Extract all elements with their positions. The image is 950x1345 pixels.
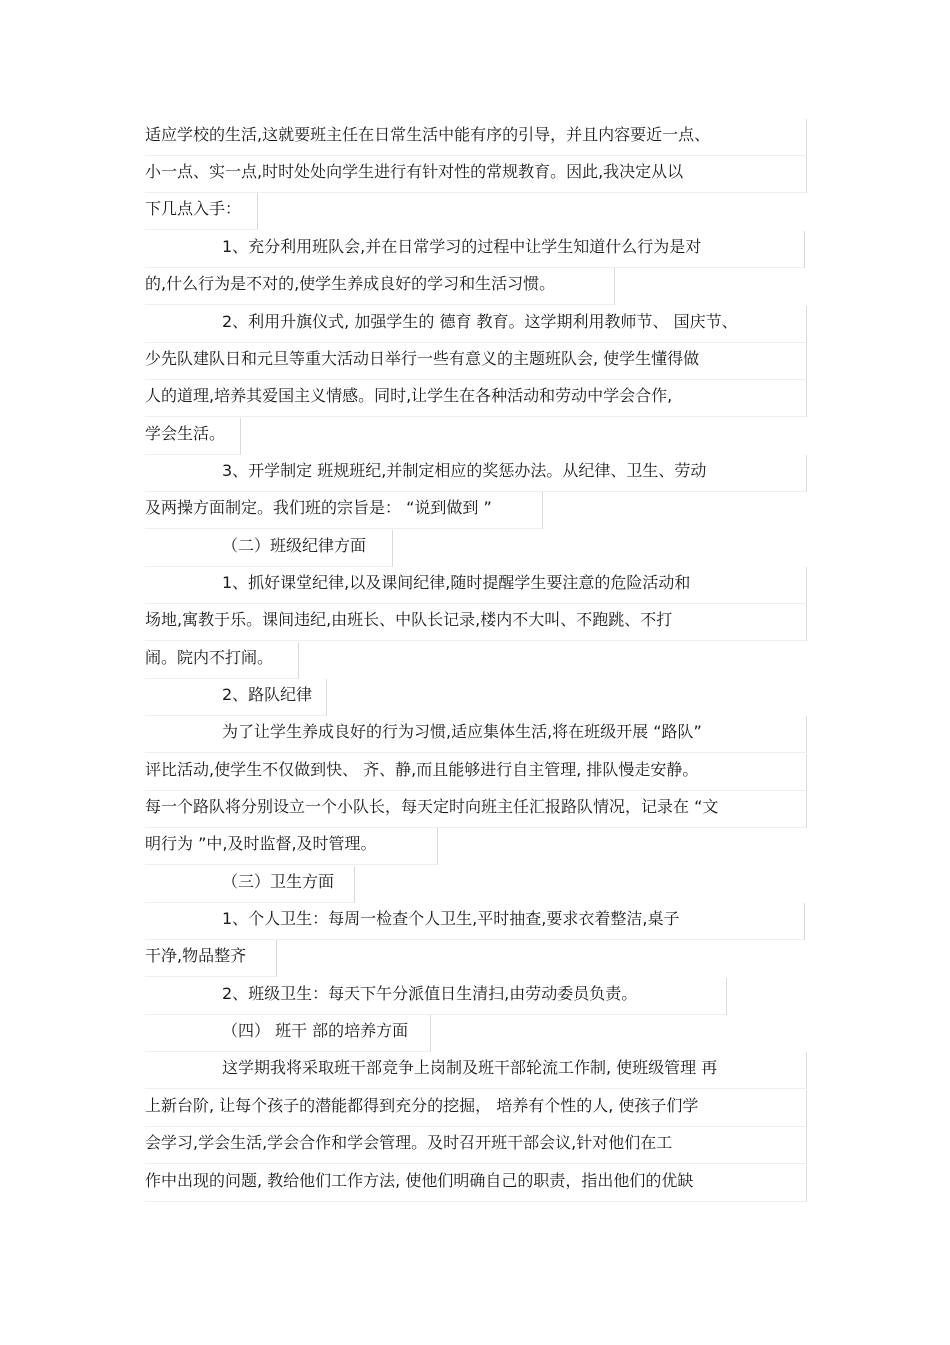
section-heading <box>145 866 355 903</box>
text-line <box>145 343 807 380</box>
text-line <box>145 455 807 492</box>
text-line-content: 闹。院内不打闹。 <box>145 648 274 667</box>
text-line-content: 2、路队纪律 <box>222 685 313 704</box>
section-heading <box>145 1015 431 1052</box>
text-line <box>145 716 807 753</box>
text-line <box>145 828 438 865</box>
text-line-content: 学会生活。 <box>145 424 226 443</box>
text-line-content: 适应学校的生活,这就要班主任在日常生活中能有序的引导，并且内容要近一点、 <box>145 125 711 144</box>
text-line-content: 干净,物品整齐 <box>145 946 247 965</box>
text-line <box>145 306 807 343</box>
text-line <box>145 193 258 230</box>
text-line-content: 作中出现的问题, 教给他们工作方法, 使他们明确自己的职责，指出他们的优缺 <box>145 1171 694 1190</box>
text-line <box>145 642 299 679</box>
text-line-content: 下几点入手： <box>145 199 242 218</box>
text-line <box>145 791 807 828</box>
text-line-content: 评比活动,使学生不仅做到快、 齐、静,而且能够进行自主管理, 排队慢走安静。 <box>145 760 699 779</box>
text-line-content: 及两操方面制定。我们班的宗旨是： “说到做到 ” <box>145 498 492 517</box>
text-line <box>145 978 727 1015</box>
text-line <box>145 1165 807 1202</box>
text-line-content: 的,什么行为是不对的,使学生养成良好的学习和生活习惯。 <box>145 274 556 293</box>
text-line <box>145 1090 807 1127</box>
text-line <box>145 940 277 977</box>
text-line-content: 为了让学生养成良好的行为习惯,适应集体生活,将在班级开展 “路队” <box>222 722 702 741</box>
text-line <box>145 1127 807 1164</box>
text-line-content: 2、班级卫生：每天下午分派值日生清扫,由劳动委员负责。 <box>222 984 638 1003</box>
text-line-content: 1、抓好课堂纪律,以及课间纪律,随时提醒学生要注意的危险活动和 <box>222 573 691 592</box>
text-line <box>145 156 807 193</box>
text-line <box>145 567 807 604</box>
text-line-content: 场地,寓教于乐。课间违纪,由班长、中队长记录,楼内不大叫、不跑跳、不打 <box>145 610 673 629</box>
text-line <box>145 268 615 305</box>
text-line <box>145 380 807 417</box>
text-line-content: 2、利用升旗仪式, 加强学生的 德育 教育。这学期利用教师节、 国庆节、 <box>222 312 738 331</box>
text-line-content: 明行为 ”中,及时监督,及时管理。 <box>145 834 377 853</box>
text-line-content: 少先队建队日和元旦等重大活动日举行一些有意义的主题班队会, 使学生懂得做 <box>145 349 700 368</box>
text-line <box>145 903 805 940</box>
text-line <box>145 231 805 268</box>
text-line-content: 每一个路队将分别设立一个小队长，每天定时向班主任汇报路队情况，记录在 “文 <box>145 797 719 816</box>
text-line-content: 会学习,学会生活,学会合作和学会管理。及时召开班干部会议,针对他们在工 <box>145 1133 673 1152</box>
text-line-content: 这学期我将采取班干部竞争上岗制及班干部轮流工作制, 使班级管理 再 <box>222 1058 718 1077</box>
text-line <box>145 604 807 641</box>
text-line-content: 1、充分利用班队会,并在日常学习的过程中让学生知道什么行为是对 <box>222 237 702 256</box>
text-line-content: 人的道理,培养其爱国主义情感。同时,让学生在各种活动和劳动中学会合作, <box>145 386 673 405</box>
text-line-content: 3、开学制定 班规班纪,并制定相应的奖惩办法。从纪律、卫生、劳动 <box>222 461 707 480</box>
text-line-content: （三）卫生方面 <box>222 872 335 891</box>
text-line-content: （四） 班干 部的培养方面 <box>222 1021 409 1040</box>
text-line-content: 1、个人卫生：每周一检查个人卫生,平时抽查,要求衣着整洁,桌子 <box>222 909 680 928</box>
text-line <box>145 418 241 455</box>
section-heading <box>145 530 393 567</box>
text-line-content: （二）班级纪律方面 <box>222 536 367 555</box>
text-line <box>145 119 807 156</box>
text-line <box>145 492 543 529</box>
text-line <box>145 679 327 716</box>
text-line <box>145 1052 807 1089</box>
text-line-content: 小一点、实一点,时时处处向学生进行有针对性的常规教育。因此,我决定从以 <box>145 162 684 181</box>
text-line <box>145 754 807 791</box>
text-line-content: 上新台阶, 让每个孩子的潜能都得到充分的挖掘， 培养有个性的人, 使孩子们学 <box>145 1096 699 1115</box>
